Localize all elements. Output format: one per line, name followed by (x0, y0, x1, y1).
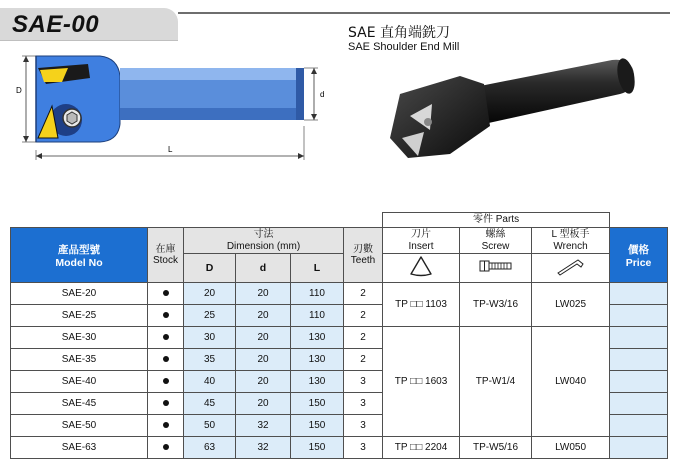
D-cell: 50 (184, 415, 236, 437)
D-cell: 20 (184, 283, 236, 305)
screw-icon-cell (460, 254, 532, 283)
wrench-icon-cell (532, 254, 610, 283)
wrench-cell: LW050 (532, 437, 610, 459)
dimension-header-en: Dimension (mm) (226, 240, 301, 252)
series-title-tab (0, 8, 178, 40)
in-stock-dot-icon (163, 422, 169, 428)
price-cell (610, 305, 668, 327)
model-header (11, 228, 148, 283)
insert-header-cn: 刀片 (411, 229, 432, 240)
teeth-header (344, 228, 383, 283)
product-photo (380, 54, 640, 174)
D-cell: 35 (184, 349, 236, 371)
product-title-en: SAE Shoulder End Mill (348, 41, 460, 53)
model-cell: SAE-40 (11, 371, 148, 393)
D-cell: 25 (184, 305, 236, 327)
spec-table-body (11, 283, 668, 459)
stock-cell (148, 393, 184, 415)
model-cell: SAE-63 (11, 437, 148, 459)
teeth-cell: 3 (344, 371, 383, 393)
wrench-header-cn: L 型板手 (551, 229, 590, 240)
screw-header-en: Screw (481, 240, 510, 252)
teeth-header-cn: 刃數 (353, 243, 374, 255)
L-cell: 150 (291, 393, 344, 415)
teeth-cell: 2 (344, 349, 383, 371)
L-cell: 150 (291, 415, 344, 437)
d-cell: 20 (236, 393, 291, 415)
screw-header (460, 228, 532, 254)
stock-cell (148, 283, 184, 305)
teeth-cell: 3 (344, 437, 383, 459)
model-cell: SAE-30 (11, 327, 148, 349)
d-cell: 20 (236, 327, 291, 349)
stock-cell (148, 437, 184, 459)
dim-label-D: D (16, 86, 22, 95)
dim-label-d: d (320, 90, 325, 99)
model-cell: SAE-20 (11, 283, 148, 305)
stock-cell (148, 371, 184, 393)
model-cell: SAE-25 (11, 305, 148, 327)
price-cell (610, 393, 668, 415)
model-header-cn: 產品型號 (58, 243, 100, 256)
price-cell (610, 437, 668, 459)
dim-d-header: d (236, 254, 291, 283)
d-cell: 32 (236, 437, 291, 459)
tool-dimension-drawing (0, 46, 340, 176)
in-stock-dot-icon (163, 400, 169, 406)
dim-L-header: L (291, 254, 344, 283)
wrench-header-en: Wrench (553, 240, 588, 252)
d-cell: 20 (236, 371, 291, 393)
D-cell: 40 (184, 371, 236, 393)
price-header-cn: 價格 (628, 243, 650, 256)
title-divider (178, 12, 670, 14)
screw-cell: TP-W1/4 (460, 327, 532, 437)
L-cell: 130 (291, 349, 344, 371)
screw-icon (479, 258, 513, 274)
D-cell: 30 (184, 327, 236, 349)
teeth-cell: 2 (344, 327, 383, 349)
in-stock-dot-icon (163, 334, 169, 340)
screw-header-cn: 螺絲 (485, 229, 506, 240)
stock-header-en: Stock (152, 255, 178, 266)
dimension-header-cn: 寸法 (253, 229, 274, 240)
teeth-cell: 3 (344, 393, 383, 415)
d-cell: 20 (236, 305, 291, 327)
teeth-header-en: Teeth (350, 255, 376, 266)
insert-icon-cell (383, 254, 460, 283)
triangle-insert-icon (409, 255, 433, 277)
in-stock-dot-icon (163, 356, 169, 362)
insert-cell: TP □□ 2204 (383, 437, 460, 459)
insert-header-en: Insert (408, 240, 434, 252)
d-cell: 32 (236, 415, 291, 437)
spec-table (10, 212, 668, 459)
spec-table-wrapper (10, 212, 667, 459)
L-cell: 110 (291, 305, 344, 327)
insert-cell: TP □□ 1603 (383, 327, 460, 437)
L-cell: 130 (291, 371, 344, 393)
series-title: SAE-00 (12, 11, 100, 38)
stock-header (148, 228, 184, 283)
teeth-cell: 2 (344, 283, 383, 305)
price-cell (610, 371, 668, 393)
model-cell: SAE-50 (11, 415, 148, 437)
in-stock-dot-icon (163, 378, 169, 384)
in-stock-dot-icon (163, 444, 169, 450)
d-cell: 20 (236, 283, 291, 305)
stock-cell (148, 415, 184, 437)
title-underline (0, 40, 178, 41)
price-header-en: Price (625, 256, 652, 269)
dim-D-header: D (184, 254, 236, 283)
price-cell (610, 327, 668, 349)
model-cell: SAE-35 (11, 349, 148, 371)
price-cell (610, 415, 668, 437)
model-header-en: Model No (55, 256, 103, 269)
screw-cell: TP-W3/16 (460, 283, 532, 327)
table-row (11, 327, 668, 349)
wrench-cell: LW040 (532, 327, 610, 437)
teeth-cell: 2 (344, 305, 383, 327)
in-stock-dot-icon (163, 312, 169, 318)
wrench-header (532, 228, 610, 254)
screw-cell: TP-W5/16 (460, 437, 532, 459)
price-header (610, 228, 668, 283)
product-title-cn: SAE 直角端銑刀 (348, 25, 451, 41)
D-cell: 45 (184, 393, 236, 415)
L-cell: 110 (291, 283, 344, 305)
wrench-cell: LW025 (532, 283, 610, 327)
L-cell: 130 (291, 327, 344, 349)
L-cell: 150 (291, 437, 344, 459)
dimension-header (184, 228, 344, 254)
price-cell (610, 283, 668, 305)
table-row (11, 283, 668, 305)
dim-label-L: L (168, 145, 173, 154)
d-cell: 20 (236, 349, 291, 371)
hex-wrench-icon (556, 256, 586, 276)
parts-group-header: 零件 Parts (383, 213, 610, 228)
insert-header (383, 228, 460, 254)
in-stock-dot-icon (163, 290, 169, 296)
table-row (11, 437, 668, 459)
teeth-cell: 3 (344, 415, 383, 437)
model-cell: SAE-45 (11, 393, 148, 415)
stock-cell (148, 327, 184, 349)
stock-header-cn: 在庫 (155, 243, 176, 255)
D-cell: 63 (184, 437, 236, 459)
insert-cell: TP □□ 1103 (383, 283, 460, 327)
price-cell (610, 349, 668, 371)
stock-cell (148, 305, 184, 327)
stock-cell (148, 349, 184, 371)
